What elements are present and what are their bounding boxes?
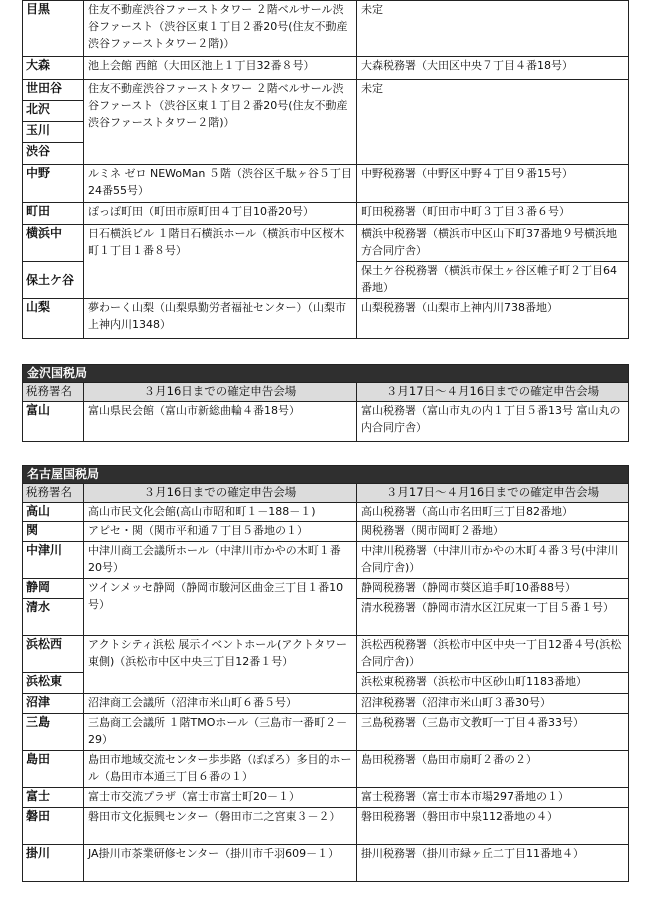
office-name: 目黒 bbox=[23, 1, 84, 57]
table-row bbox=[23, 579, 629, 599]
office-name: 清水 bbox=[23, 599, 84, 636]
venue-before-march16: ぽっぽ町田（町田市原町田４丁目10番20号） bbox=[84, 203, 357, 225]
tax-office-table-continued bbox=[22, 0, 629, 339]
venue-march17-april16: 三島税務署（三島市文教町一丁目４番33号） bbox=[357, 714, 629, 751]
region-title: 金沢国税局 bbox=[23, 365, 629, 383]
office-name: 横浜中 bbox=[23, 225, 84, 262]
table-row bbox=[23, 503, 629, 522]
table-row bbox=[23, 751, 629, 788]
venue-march17-april16: 山梨税務署（山梨市上神内川738番地） bbox=[357, 299, 629, 339]
venue-before-march16: 夢わーく山梨（山梨県勤労者福祉センター）（山梨市上神内川1348） bbox=[84, 299, 357, 339]
venue-before-march16: 中津川商工会議所ホール（中津川市かやの木町１番20号） bbox=[84, 542, 357, 579]
venue-before-march16: ツインメッセ静岡（静岡市駿河区曲金三丁目１番10号） bbox=[84, 579, 357, 636]
venue-march17-april16: 磐田税務署（磐田市中泉112番地の４） bbox=[357, 808, 629, 845]
table-row bbox=[23, 225, 629, 262]
table-row bbox=[23, 203, 629, 225]
venue-march17-april16: 浜松西税務署（浜松市中区中央一丁目12番４号(浜松合同庁舎)） bbox=[357, 636, 629, 673]
venue-before-march16: 磐田市文化振興センター（磐田市二之宮東３－２） bbox=[84, 808, 357, 845]
venue-march17-april16: 清水税務署（静岡市清水区江尻東一丁目５番１号） bbox=[357, 599, 629, 636]
office-name: 北沢 bbox=[23, 101, 84, 122]
venue-march17-april16: 横浜中税務署（横浜市中区山下町37番地９号横浜地方合同庁舎） bbox=[357, 225, 629, 262]
table-row bbox=[23, 165, 629, 203]
venue-before-march16: 三島商工会議所 １階TMOホール（三島市一番町２－29） bbox=[84, 714, 357, 751]
venue-march17-april16: 島田税務署（島田市扇町２番の２） bbox=[357, 751, 629, 788]
venue-march17-april16: 富士税務署（富士市本市場297番地の１） bbox=[357, 788, 629, 808]
venue-march17-april16: 沼津税務署（沼津市米山町３番30号） bbox=[357, 694, 629, 714]
office-name: 町田 bbox=[23, 203, 84, 225]
column-header-row bbox=[23, 484, 629, 503]
table-row bbox=[23, 694, 629, 714]
office-name: 世田谷 bbox=[23, 80, 84, 101]
table-row bbox=[23, 80, 629, 101]
region-header bbox=[23, 466, 629, 484]
venue-before-march16: JA掛川市茶業研修センター（掛川市千羽609－１） bbox=[84, 845, 357, 882]
table-row bbox=[23, 1, 629, 57]
office-name: 山梨 bbox=[23, 299, 84, 339]
table-row bbox=[23, 402, 629, 442]
venue-before-march16: 住友不動産渋谷ファーストタワー ２階ベルサール渋谷ファースト（渋谷区東１丁目２番20号(住友不動産渋谷ファーストタワー２階)） bbox=[84, 1, 357, 57]
office-name: 玉川 bbox=[23, 122, 84, 143]
venue-before-march16: 池上会館 西館（大田区池上１丁目32番８号） bbox=[84, 57, 357, 80]
table-row bbox=[23, 522, 629, 542]
venue-before-march16: 富士市交流プラザ（富士市富士町20－１） bbox=[84, 788, 357, 808]
office-name: 渋谷 bbox=[23, 143, 84, 165]
office-name: 浜松東 bbox=[23, 673, 84, 694]
venue-march17-april16: 関税務署（関市岡町２番地） bbox=[357, 522, 629, 542]
venue-before-march16: 富山県民会館（富山市新総曲輪４番18号） bbox=[84, 402, 357, 442]
col-header-office-name: 税務署名 bbox=[23, 383, 84, 402]
venue-march17-april16: 富山税務署（富山市丸の内１丁目５番13号 富山丸の内合同庁舎） bbox=[357, 402, 629, 442]
office-name: 掛川 bbox=[23, 845, 84, 882]
office-name: 中津川 bbox=[23, 542, 84, 579]
venue-march17-april16: 保土ケ谷税務署（横浜市保土ヶ谷区帷子町２丁目64番地） bbox=[357, 262, 629, 299]
venue-before-march16: 沼津商工会議所（沼津市米山町６番５号） bbox=[84, 694, 357, 714]
venue-march17-april16: 未定 bbox=[357, 80, 629, 165]
col-header-venue-before: ３月16日までの確定申告会場 bbox=[84, 383, 357, 402]
office-name: 沼津 bbox=[23, 694, 84, 714]
office-name: 関 bbox=[23, 522, 84, 542]
table-row bbox=[23, 636, 629, 673]
venue-march17-april16: 静岡税務署（静岡市葵区追手町10番88号） bbox=[357, 579, 629, 599]
venue-before-march16: アクトシティ浜松 展示イベントホール(アクトタワー東側)（浜松市中区中央三丁目12番１号） bbox=[84, 636, 357, 694]
venue-before-march16: 住友不動産渋谷ファーストタワー ２階ベルサール渋谷ファースト（渋谷区東１丁目２番20号(住友不動産渋谷ファーストタワー２階)） bbox=[84, 80, 357, 165]
column-header-row bbox=[23, 383, 629, 402]
table-row bbox=[23, 57, 629, 80]
office-name: 島田 bbox=[23, 751, 84, 788]
col-header-venue-after: ３月17日～４月16日までの確定申告会場 bbox=[357, 383, 629, 402]
table-row bbox=[23, 788, 629, 808]
venue-march17-april16: 中津川税務署（中津川市かやの木町４番３号(中津川合同庁舎)） bbox=[357, 542, 629, 579]
table-row bbox=[23, 299, 629, 339]
venue-march17-april16: 未定 bbox=[357, 1, 629, 57]
nagoya-table bbox=[22, 465, 629, 882]
venue-before-march16: 高山市民文化会館(高山市昭和町１－188－１) bbox=[84, 503, 357, 522]
office-name: 高山 bbox=[23, 503, 84, 522]
venue-before-march16: 日石横浜ビル １階日石横浜ホール（横浜市中区桜木町１丁目１番８号） bbox=[84, 225, 357, 299]
office-name: 富士 bbox=[23, 788, 84, 808]
table-row bbox=[23, 845, 629, 882]
office-name: 中野 bbox=[23, 165, 84, 203]
col-header-venue-before: ３月16日までの確定申告会場 bbox=[84, 484, 357, 503]
venue-march17-april16: 大森税務署（大田区中央７丁目４番18号） bbox=[357, 57, 629, 80]
venue-before-march16: アピセ・関（関市平和通７丁目５番地の１） bbox=[84, 522, 357, 542]
region-title: 名古屋国税局 bbox=[23, 466, 629, 484]
venue-march17-april16: 高山税務署（高山市名田町三丁目82番地） bbox=[357, 503, 629, 522]
venue-before-march16: 島田市地域交流センター歩歩路（ぽぽろ）多目的ホール（島田市本通三丁目６番の１） bbox=[84, 751, 357, 788]
office-name: 保土ケ谷 bbox=[23, 262, 84, 299]
table-row bbox=[23, 542, 629, 579]
office-name: 磐田 bbox=[23, 808, 84, 845]
office-name: 三島 bbox=[23, 714, 84, 751]
venue-march17-april16: 浜松東税務署（浜松市中区砂山町1183番地） bbox=[357, 673, 629, 694]
table-row bbox=[23, 808, 629, 845]
office-name: 富山 bbox=[23, 402, 84, 442]
venue-march17-april16: 中野税務署（中野区中野４丁目９番15号） bbox=[357, 165, 629, 203]
office-name: 浜松西 bbox=[23, 636, 84, 673]
office-name: 大森 bbox=[23, 57, 84, 80]
col-header-office-name: 税務署名 bbox=[23, 484, 84, 503]
office-name: 静岡 bbox=[23, 579, 84, 599]
region-header bbox=[23, 365, 629, 383]
kanazawa-table bbox=[22, 364, 629, 442]
col-header-venue-after: ３月17日～４月16日までの確定申告会場 bbox=[357, 484, 629, 503]
table-row bbox=[23, 714, 629, 751]
venue-march17-april16: 掛川税務署（掛川市緑ヶ丘二丁目11番地４） bbox=[357, 845, 629, 882]
venue-before-march16: ルミネ ゼロ NEWoMan ５階（渋谷区千駄ヶ谷５丁目24番55号） bbox=[84, 165, 357, 203]
venue-march17-april16: 町田税務署（町田市中町３丁目３番６号） bbox=[357, 203, 629, 225]
